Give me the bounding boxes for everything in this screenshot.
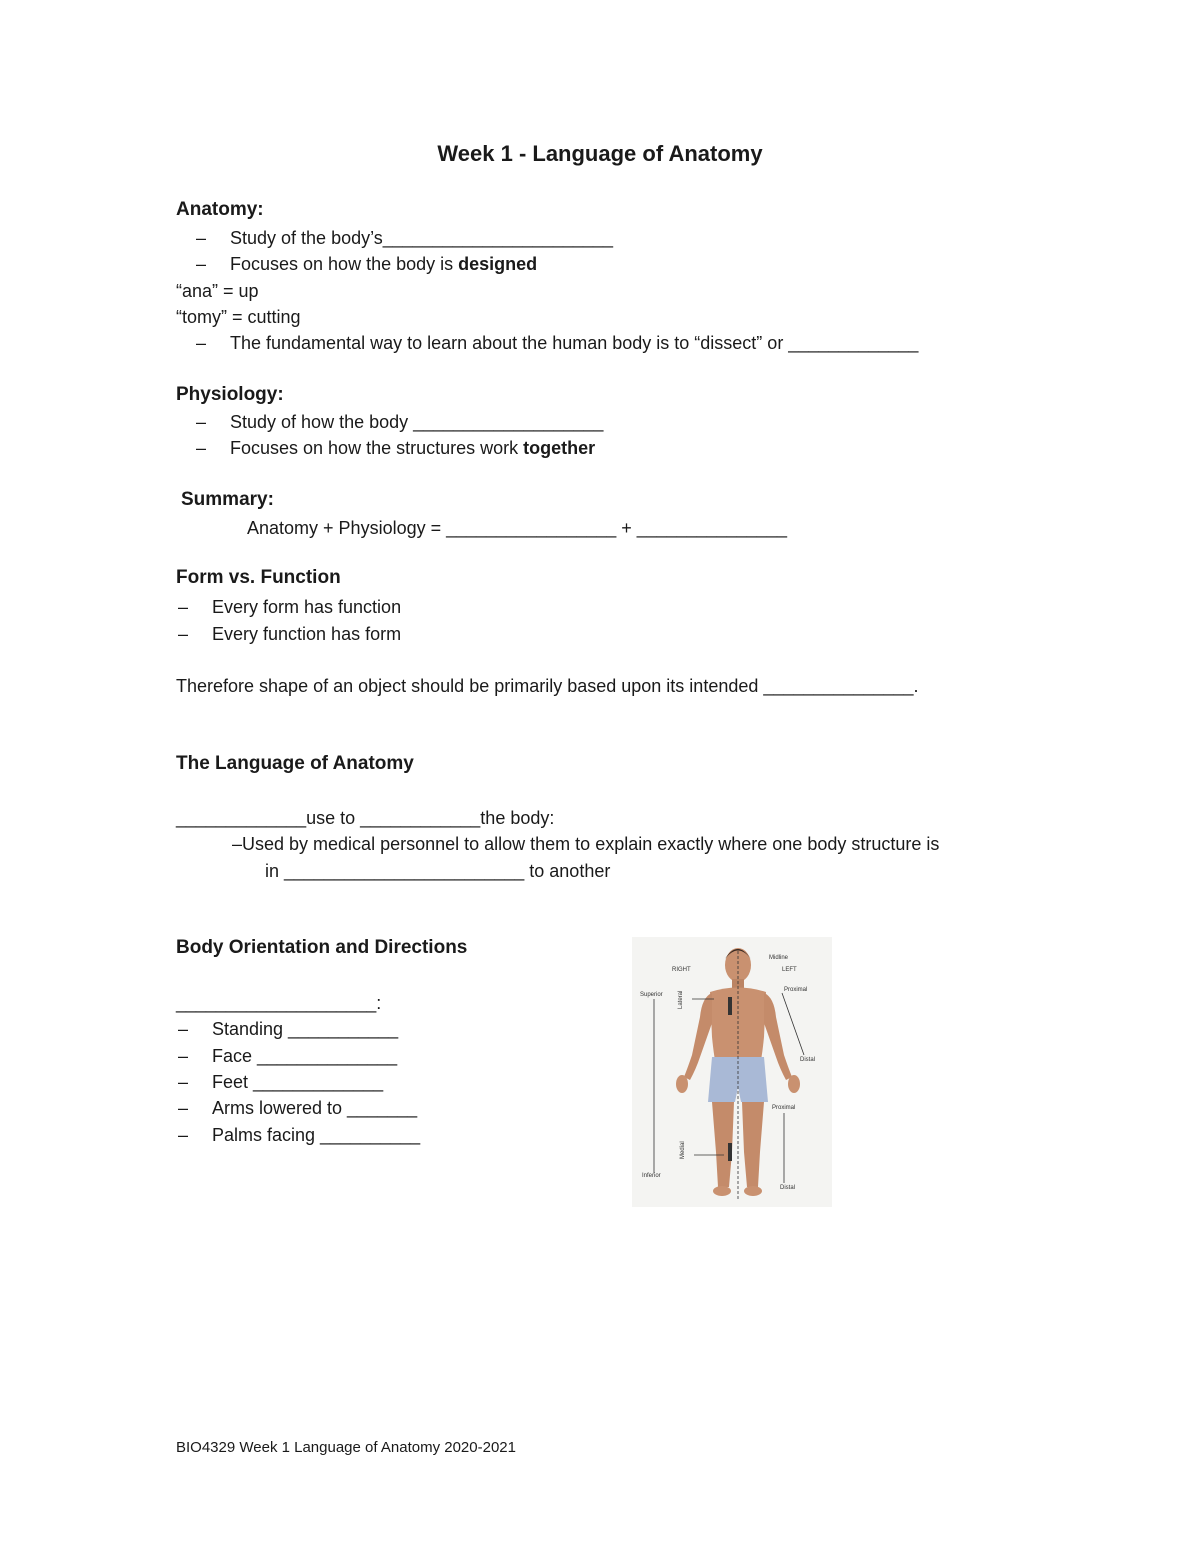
figure-left-leg (742, 1102, 764, 1187)
figure-left-foot (744, 1186, 762, 1196)
figure-label-distal-top: Distal (800, 1057, 816, 1063)
anatomy-heading: Anatomy: (176, 199, 264, 220)
language-heading: The Language of Anatomy (176, 753, 414, 774)
figure-label-distal-bottom: Distal (780, 1185, 796, 1191)
orientation-item-standing-text: Standing ___________ (212, 1019, 399, 1039)
orientation-item-feet: – Feet _____________ (178, 1072, 384, 1092)
orientation-item-arms-text: Arms lowered to _______ (212, 1098, 418, 1118)
anatomical-position-figure (632, 937, 832, 1207)
orientation-item-face-text: Face ______________ (212, 1046, 398, 1066)
orientation-blank: ____________________: (176, 993, 382, 1013)
figure-label-proximal-bottom: Proximal (772, 1105, 796, 1111)
figure-left-hand (788, 1075, 800, 1093)
anatomy-tomy-line: “tomy” = cutting (176, 307, 301, 327)
form-function-heading: Form vs. Function (176, 567, 341, 588)
figure-label-lateral: Lateral (678, 990, 684, 1009)
figure-medial-marker (728, 1143, 732, 1161)
page-footer: BIO4329 Week 1 Language of Anatomy 2020-2021 (176, 1439, 516, 1456)
summary-heading: Summary: (181, 489, 274, 510)
anatomy-item-1: – Study of the body’s_______________________ (196, 228, 614, 248)
orientation-item-feet-text: Feet _____________ (212, 1072, 384, 1092)
language-line-2: –Used by medical personnel to allow them to explain exactly where one body structure is (232, 834, 940, 854)
anatomy-item-3-text: The fundamental way to learn about the human body is to “dissect” or _____________ (230, 333, 919, 353)
figure-label-inferior: Inferior (642, 1173, 661, 1179)
figure-label-medial: Medial (680, 1141, 686, 1159)
summary-equation: Anatomy + Physiology = _________________ + _______________ (247, 518, 787, 538)
orientation-item-arms: – Arms lowered to _______ (178, 1098, 418, 1118)
figure-right-arm (684, 993, 712, 1080)
anatomy-item-2-bold: designed (458, 254, 538, 274)
orientation-item-face: – Face ______________ (178, 1046, 398, 1066)
figure-label-left: LEFT (782, 967, 797, 973)
language-line-3: in ________________________ to another (265, 861, 611, 881)
anatomy-item-3: – The fundamental way to learn about the human body is to “dissect” or _____________ (196, 333, 919, 353)
physiology-item-2-bold: together (523, 438, 596, 458)
anatomy-item-2-text: Focuses on how the body is (230, 254, 459, 274)
figure-label-midline: Midline (769, 955, 789, 961)
form-function-item-1-text: Every form has function (212, 597, 402, 617)
orientation-heading: Body Orientation and Directions (176, 937, 468, 958)
anatomical-position-figure-svg (632, 937, 832, 1207)
physiology-item-1: – Study of how the body ___________________ (196, 412, 604, 432)
figure-label-right: RIGHT (672, 967, 691, 973)
figure-lateral-marker (728, 997, 732, 1015)
physiology-item-2: – Focuses on how the structures work together (196, 438, 596, 458)
orientation-item-standing: – Standing ___________ (178, 1019, 399, 1039)
physiology-item-1-text: Study of how the body ___________________ (230, 412, 604, 432)
physiology-item-2-text: Focuses on how the structures work (230, 438, 524, 458)
figure-left-arm (764, 993, 792, 1080)
figure-proximal-distal-upper-line (782, 993, 804, 1055)
figure-label-proximal-top: Proximal (784, 987, 808, 993)
figure-right-foot (713, 1186, 731, 1196)
anatomy-item-1-text: Study of the body’s_______________________ (230, 228, 614, 248)
form-function-item-1: – Every form has function (178, 597, 402, 617)
orientation-item-palms: – Palms facing __________ (178, 1125, 421, 1145)
page-title: Week 1 - Language of Anatomy (437, 141, 763, 166)
language-line-1: _____________use to ____________the body: (176, 808, 555, 828)
form-function-conclusion: Therefore shape of an object should be primarily based upon its intended _______________. (176, 676, 919, 696)
form-function-item-2-text: Every function has form (212, 624, 402, 644)
anatomy-ana-line: “ana” = up (176, 281, 259, 301)
anatomy-item-2: – Focuses on how the body is designed (196, 254, 538, 274)
orientation-item-palms-text: Palms facing __________ (212, 1125, 421, 1145)
physiology-heading: Physiology: (176, 384, 284, 405)
form-function-item-2: – Every function has form (178, 624, 402, 644)
figure-label-superior: Superior (640, 992, 663, 998)
figure-right-hand (676, 1075, 688, 1093)
